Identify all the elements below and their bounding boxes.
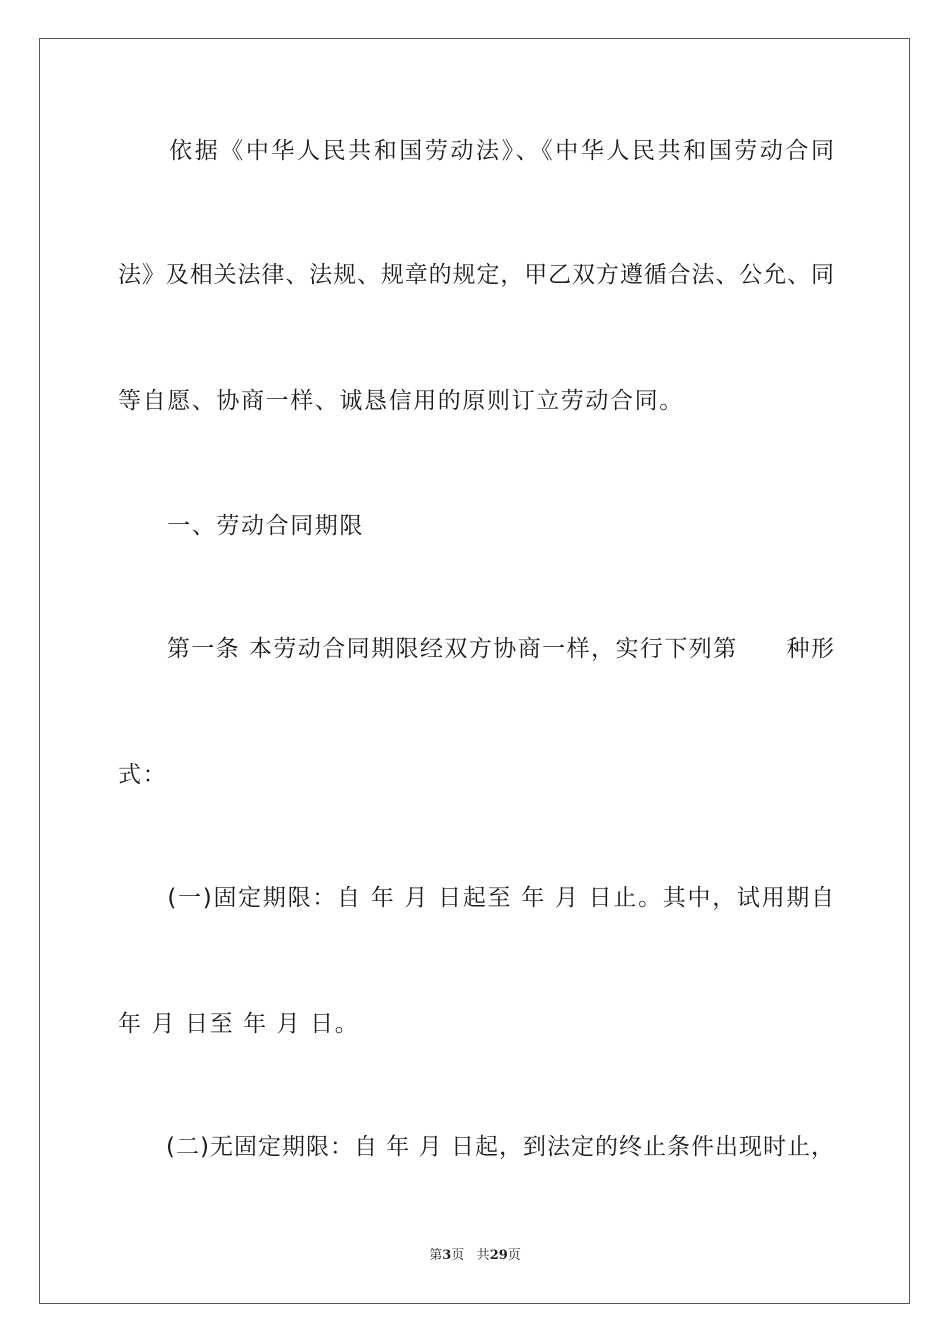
page-border — [39, 38, 910, 1304]
section-heading: 一、劳动合同期限 — [118, 513, 364, 539]
total-suffix: 页 — [507, 1248, 521, 1263]
total-prefix: 共 — [476, 1248, 490, 1263]
body-line-5: 第一条 本劳动合同期限经双方协商一样，实行下列第 种形 — [118, 636, 834, 662]
body-line-1: 依据《中华人民共和国劳动法》、《中华人民共和国劳动合同 — [118, 138, 834, 164]
total-pages: 29 — [489, 1248, 508, 1263]
page-suffix: 页 — [451, 1248, 465, 1263]
page-number: 3 — [442, 1248, 452, 1263]
body-line-3: 等自愿、协商一样、诚恳信用的原则订立劳动合同。 — [118, 388, 684, 414]
body-line-2: 法》及相关法律、法规、规章的规定，甲乙双方遵循合法、公允、同 — [118, 262, 834, 288]
body-line-8: 年 月 日至 年 月 日。 — [118, 1011, 360, 1037]
body-line-7: (一)固定期限：自 年 月 日起至 年 月 日止。其中，试用期自 — [118, 885, 834, 911]
page-prefix: 第 — [429, 1248, 443, 1263]
page-footer — [0, 1247, 950, 1265]
body-line-9: (二)无固定期限：自 年 月 日起，到法定的终止条件出现时止， — [118, 1134, 834, 1160]
body-line-6: 式： — [118, 762, 168, 788]
